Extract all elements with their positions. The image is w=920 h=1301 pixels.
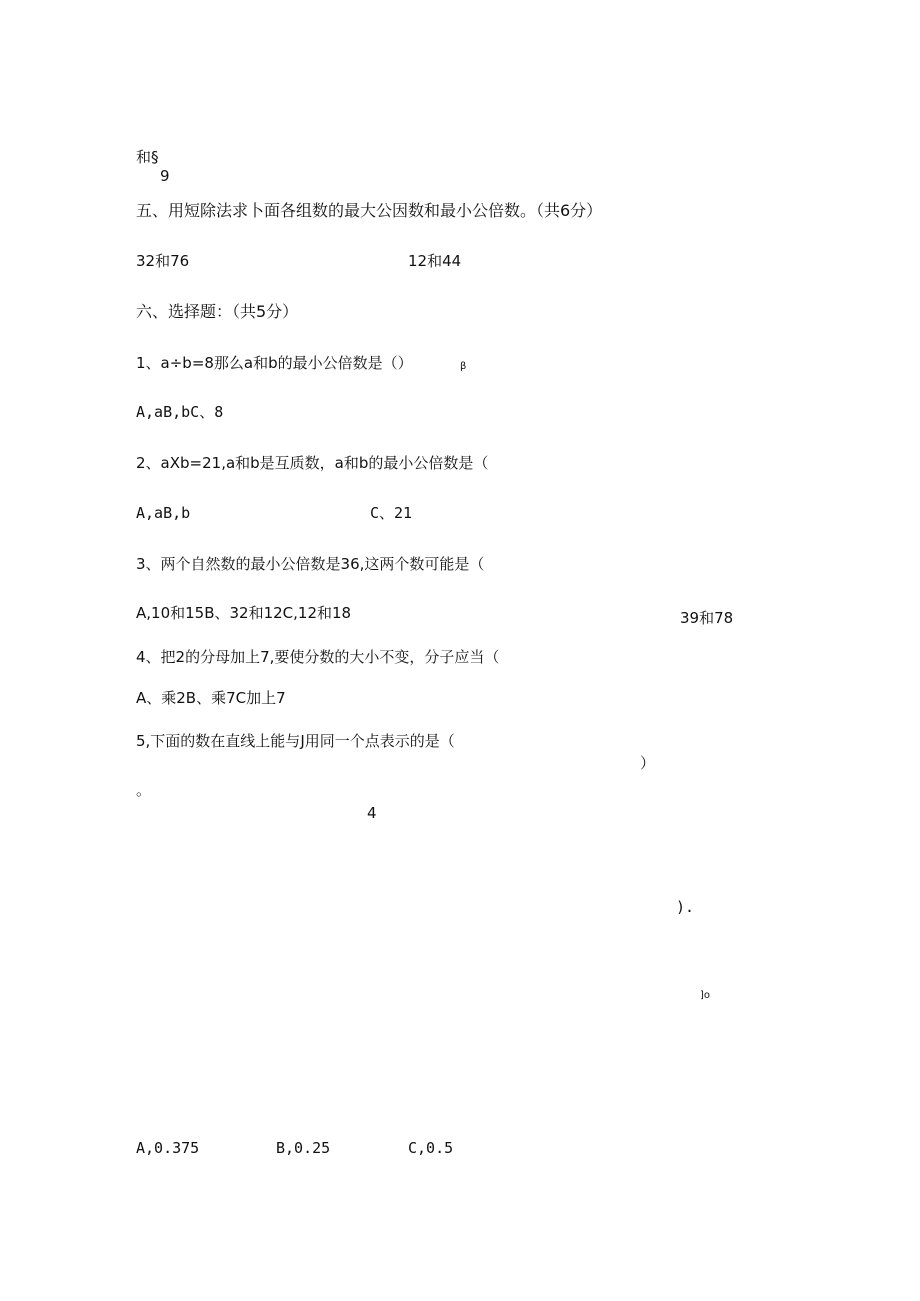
question-1-mark: β: [460, 361, 467, 372]
question-5-option-b: B,0.25: [276, 1139, 331, 1157]
question-5-option-c: C,0.5: [408, 1139, 454, 1157]
number-pair-2: 12和44: [408, 252, 462, 270]
question-2: 2、aXb=21,a和b是互质数，a和b的最小公倍数是（: [136, 454, 489, 472]
question-4-options: A、乘2B、乘7C加上7: [136, 689, 286, 707]
fragment-line-2: 9: [160, 167, 170, 185]
question-5-option-a: A,0.375: [136, 1139, 200, 1157]
question-5-close-paren: ）: [640, 754, 656, 772]
question-5-circle-mark: 。: [136, 781, 152, 799]
fragment-line-1: 和§: [136, 148, 159, 166]
question-4: 4、把2的分母加上7,要使分数的大小不变，分子应当（: [136, 648, 500, 666]
section-6-heading: 六、选择题：（共5分）: [136, 302, 299, 321]
question-5-number: 4: [367, 804, 377, 822]
question-5-mark: ]o: [700, 990, 711, 1001]
question-2-option-a: A,aB,b: [136, 504, 191, 522]
question-5: 5,下面的数在直线上能与J用同一个点表示的是（: [136, 732, 455, 750]
question-1: 1、a÷b=8那么a和b的最小公倍数是（）: [136, 354, 413, 372]
question-3-options: A,10和15B、32和12C,12和18: [136, 604, 352, 622]
number-pair-3: 39和78: [680, 609, 734, 627]
question-3: 3、两个自然数的最小公倍数是36,这两个数可能是（: [136, 555, 485, 573]
question-5-paren-period: ).: [676, 898, 695, 916]
section-5-heading: 五、用短除法求卜面各组数的最大公因数和最小公倍数。（共6分）: [136, 201, 603, 220]
number-pair-1: 32和76: [136, 252, 190, 270]
question-1-options: A,aB,bC、8: [136, 403, 224, 421]
question-2-option-c: C、21: [370, 504, 413, 522]
